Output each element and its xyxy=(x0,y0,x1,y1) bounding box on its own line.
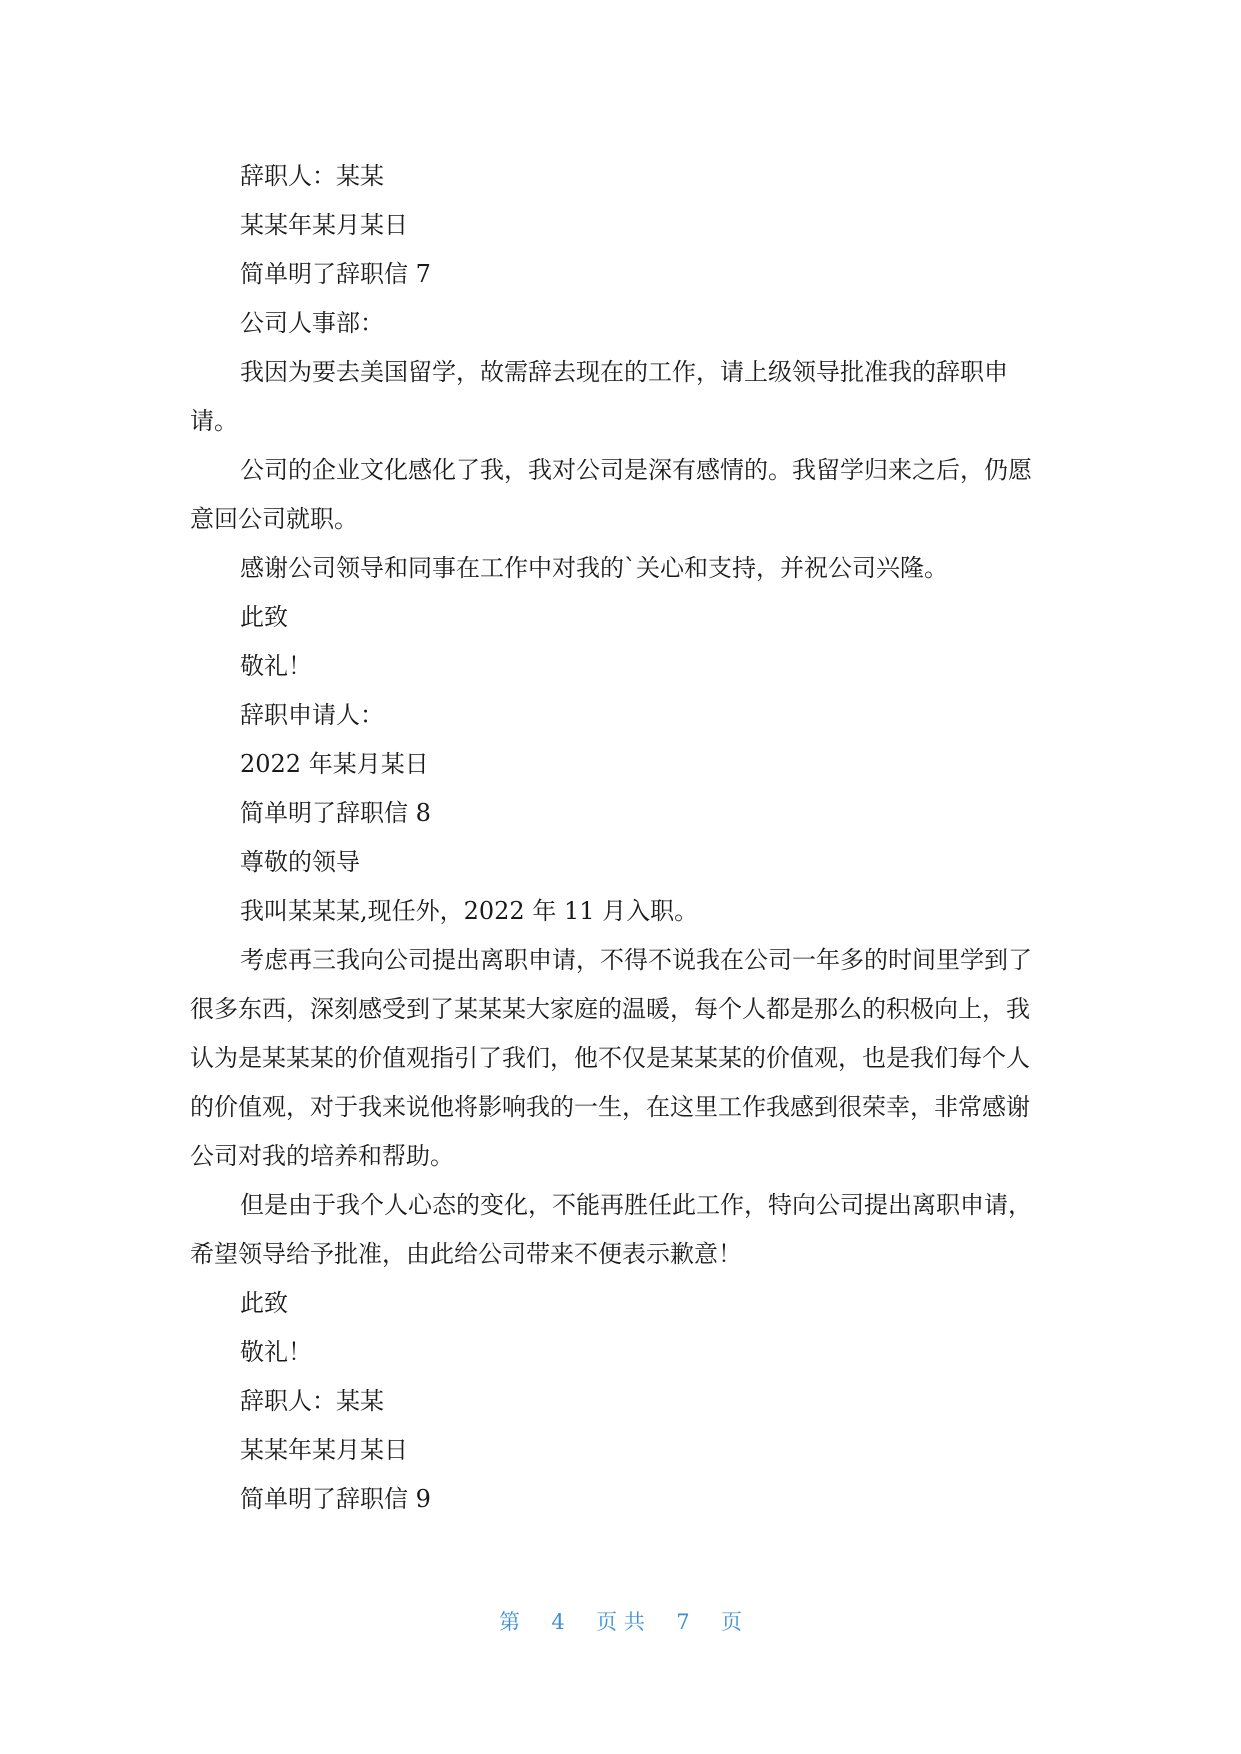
paragraph: 此致 xyxy=(240,1289,288,1317)
paragraph: 敬礼！ xyxy=(240,652,312,680)
paragraph: 感谢公司领导和同事在工作中对我的`关心和支持，并祝公司兴隆。 xyxy=(240,554,948,582)
paragraph: 2022 年某月某日 xyxy=(240,750,429,778)
paragraph: 我叫某某某,现任外，2022 年 11 月入职。 xyxy=(240,897,699,925)
footer-label-pages: 页 xyxy=(720,1610,742,1634)
paragraph: 简单明了辞职信 8 xyxy=(240,799,431,827)
paragraph: 考虑再三我向公司提出离职申请，不得不说我在公司一年多的时间里学到了很多东西，深刻感受到了某某某大家庭的温暖，每个人都是那么的积极向上，我认为是某某某的价值观指引了我们，他不仅是某某某的价值观，也是我们每个人的价值观，对于我来说他将影响我的一生，在这里工作我感到很荣幸，非常感谢公司对我的培养和帮助。 xyxy=(190,946,1032,1170)
paragraph: 敬礼！ xyxy=(240,1338,312,1366)
footer-label-of: 页 共 xyxy=(596,1610,645,1634)
paragraph: 我因为要去美国留学，故需辞去现在的工作，请上级领导批准我的辞职申请。 xyxy=(190,358,1008,435)
paragraph: 但是由于我个人心态的变化，不能再胜任此工作，特向公司提出离职申请，希望领导给予批准，由此给公司带来不便表示歉意！ xyxy=(190,1191,1032,1268)
paragraph: 公司的企业文化感化了我，我对公司是深有感情的。我留学归来之后，仍愿意回公司就职。 xyxy=(190,456,1032,533)
footer-total-pages: 7 xyxy=(676,1610,690,1634)
paragraph: 此致 xyxy=(240,603,288,631)
footer-label-page: 第 xyxy=(499,1610,521,1634)
paragraph: 简单明了辞职信 9 xyxy=(240,1485,431,1513)
paragraph: 辞职申请人： xyxy=(240,701,384,729)
page-number-footer xyxy=(0,1606,1241,1636)
footer-current-page: 4 xyxy=(551,1610,565,1634)
paragraph: 某某年某月某日 xyxy=(240,1436,408,1464)
paragraph: 某某年某月某日 xyxy=(240,211,408,239)
paragraph: 辞职人：某某 xyxy=(240,162,384,190)
paragraph: 简单明了辞职信 7 xyxy=(240,260,431,288)
document-body xyxy=(190,152,1050,1524)
paragraph: 公司人事部： xyxy=(240,309,384,337)
paragraph: 尊敬的领导 xyxy=(240,848,360,876)
paragraph: 辞职人：某某 xyxy=(240,1387,384,1415)
